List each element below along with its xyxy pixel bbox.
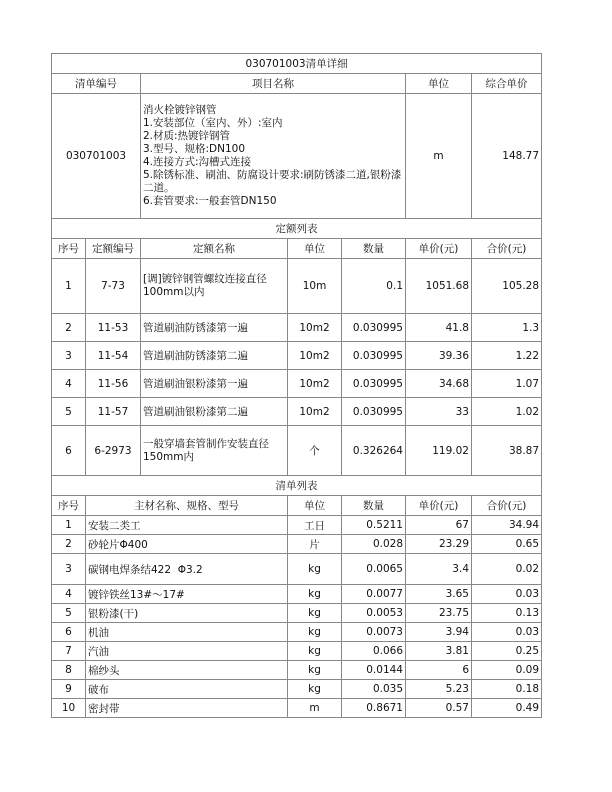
material-cell-index: 5 [52,604,86,623]
material-cell-qty: 0.5211 [342,516,406,535]
material-cell-index: 4 [52,585,86,604]
material-cell-price: 3.94 [406,623,472,642]
quota-cell-index: 3 [52,342,86,370]
quota-cell-index: 5 [52,398,86,426]
material-cell-total: 0.49 [472,699,542,718]
material-cell-index: 3 [52,554,86,585]
quota-cell-name: 管道刷油防锈漆第二遍 [141,342,288,370]
material-cell-index: 1 [52,516,86,535]
quota-cell-total: 1.07 [472,370,542,398]
item-description-line: 5.除锈标准、刷油、防腐设计要求:刷防锈漆二道,银粉漆二道。 [143,169,402,194]
material-row [52,604,542,623]
material-header-row [52,496,542,516]
material-cell-name: 镀锌铁丝13#～17# [86,585,288,604]
quota-cell-total: 1.3 [472,314,542,342]
item-unit: m [406,94,472,219]
quota-cell-name: 管道刷油银粉漆第一遍 [141,370,288,398]
item-code: 030701003 [52,94,141,219]
material-section-title-row [52,476,542,496]
material-row [52,554,542,585]
material-cell-name: 机油 [86,623,288,642]
item-description-line: 2.材质:热镀锌钢管 [143,130,231,142]
material-section-title: 清单列表 [52,476,542,496]
item-description-line: 消火栓镀锌钢管 [143,104,217,116]
material-cell-price: 5.23 [406,680,472,699]
item-price: 148.77 [472,94,542,219]
quota-cell-unit: 10m2 [288,314,342,342]
material-cell-unit: 工日 [288,516,342,535]
material-cell-index: 10 [52,699,86,718]
material-cell-price: 6 [406,661,472,680]
quota-cell-unit: 10m2 [288,370,342,398]
material-cell-total: 0.03 [472,585,542,604]
material-cell-qty: 0.0073 [342,623,406,642]
material-cell-unit: kg [288,604,342,623]
material-cell-index: 8 [52,661,86,680]
quota-col-header: 合价(元) [472,239,542,259]
material-cell-qty: 0.0065 [342,554,406,585]
material-row [52,516,542,535]
header-code: 清单编号 [52,74,141,94]
item-description-line: 6.套管要求:一般套管DN150 [143,195,277,207]
material-cell-price: 0.57 [406,699,472,718]
quota-cell-index: 2 [52,314,86,342]
material-cell-name: 砂轮片Φ400 [86,535,288,554]
quota-cell-price: 1051.68 [406,259,472,314]
material-cell-price: 3.81 [406,642,472,661]
material-cell-total: 0.25 [472,642,542,661]
material-cell-price: 23.29 [406,535,472,554]
material-row [52,535,542,554]
item-description [141,94,406,219]
quota-cell-code: 6-2973 [86,426,141,476]
material-cell-name: 安装二类工 [86,516,288,535]
material-cell-price: 3.4 [406,554,472,585]
quota-col-header: 定额编号 [86,239,141,259]
material-cell-qty: 0.8671 [342,699,406,718]
material-cell-name: 碳钢电焊条结422 Φ3.2 [86,554,288,585]
item-description-line: 1.安装部位（室内、外）:室内 [143,117,283,129]
quota-cell-price: 34.68 [406,370,472,398]
material-cell-name: 棉纱头 [86,661,288,680]
title-row [52,54,542,74]
quota-cell-qty: 0.030995 [342,370,406,398]
quota-cell-qty: 0.030995 [342,398,406,426]
quota-cell-code: 11-53 [86,314,141,342]
material-cell-name: 银粉漆(干) [86,604,288,623]
material-cell-unit: m [288,699,342,718]
material-cell-name: 密封带 [86,699,288,718]
material-row [52,661,542,680]
item-row [52,94,542,219]
quota-cell-name: 管道刷油银粉漆第二遍 [141,398,288,426]
quota-cell-name: 管道刷油防锈漆第一遍 [141,314,288,342]
material-cell-total: 0.03 [472,623,542,642]
material-cell-unit: kg [288,554,342,585]
item-header-row [52,74,542,94]
quota-cell-total: 1.22 [472,342,542,370]
quota-cell-price: 33 [406,398,472,426]
table-title: 030701003清单详细 [52,54,542,74]
material-col-header: 数量 [342,496,406,516]
quota-row [52,398,542,426]
material-cell-price: 23.75 [406,604,472,623]
quota-header-row [52,239,542,259]
material-cell-index: 6 [52,623,86,642]
material-cell-name: 汽油 [86,642,288,661]
quota-cell-qty: 0.030995 [342,314,406,342]
material-cell-qty: 0.0144 [342,661,406,680]
quota-cell-unit: 个 [288,426,342,476]
quota-cell-name: 一般穿墙套管制作安装直径150mm内 [141,426,288,476]
quota-cell-code: 11-57 [86,398,141,426]
material-cell-unit: kg [288,585,342,604]
material-col-header: 单价(元) [406,496,472,516]
material-cell-unit: kg [288,623,342,642]
quota-col-header: 定额名称 [141,239,288,259]
material-row [52,642,542,661]
quota-cell-unit: 10m2 [288,342,342,370]
quota-row [52,259,542,314]
quota-cell-price: 39.36 [406,342,472,370]
material-row [52,623,542,642]
item-description-line: 4.连接方式:沟槽式连接 [143,156,252,168]
header-price: 综合单价 [472,74,542,94]
material-cell-index: 2 [52,535,86,554]
quota-section-title-row [52,219,542,239]
quota-cell-name: [调]镀锌钢管螺纹连接直径100mm以内 [141,259,288,314]
material-row [52,699,542,718]
quota-col-header: 单位 [288,239,342,259]
material-cell-total: 34.94 [472,516,542,535]
material-col-header: 序号 [52,496,86,516]
material-col-header: 合价(元) [472,496,542,516]
quota-cell-total: 38.87 [472,426,542,476]
header-unit: 单位 [406,74,472,94]
quota-row [52,370,542,398]
material-row [52,680,542,699]
material-cell-unit: kg [288,642,342,661]
material-cell-total: 0.18 [472,680,542,699]
quota-cell-total: 1.02 [472,398,542,426]
quota-col-header: 数量 [342,239,406,259]
quota-cell-index: 4 [52,370,86,398]
material-cell-qty: 0.0077 [342,585,406,604]
quota-row [52,314,542,342]
material-cell-price: 3.65 [406,585,472,604]
quota-cell-unit: 10m [288,259,342,314]
quota-cell-qty: 0.1 [342,259,406,314]
quota-cell-code: 11-54 [86,342,141,370]
quota-cell-code: 11-56 [86,370,141,398]
material-cell-unit: kg [288,680,342,699]
material-cell-qty: 0.0053 [342,604,406,623]
material-cell-qty: 0.028 [342,535,406,554]
material-row [52,585,542,604]
material-cell-index: 7 [52,642,86,661]
quota-cell-index: 6 [52,426,86,476]
material-cell-unit: kg [288,661,342,680]
material-cell-qty: 0.035 [342,680,406,699]
quota-cell-price: 41.8 [406,314,472,342]
quota-cell-index: 1 [52,259,86,314]
header-name: 项目名称 [141,74,406,94]
material-cell-name: 破布 [86,680,288,699]
quota-cell-code: 7-73 [86,259,141,314]
quota-cell-unit: 10m2 [288,398,342,426]
material-cell-unit: 片 [288,535,342,554]
item-description-line: 3.型号、规格:DN100 [143,143,246,155]
quota-section-title: 定额列表 [52,219,542,239]
material-cell-total: 0.02 [472,554,542,585]
material-cell-total: 0.13 [472,604,542,623]
bill-detail-table [51,53,542,718]
material-cell-index: 9 [52,680,86,699]
quota-row [52,426,542,476]
material-cell-total: 0.65 [472,535,542,554]
material-col-header: 主材名称、规格、型号 [86,496,288,516]
material-cell-total: 0.09 [472,661,542,680]
material-cell-qty: 0.066 [342,642,406,661]
quota-col-header: 序号 [52,239,86,259]
quota-col-header: 单价(元) [406,239,472,259]
quota-cell-total: 105.28 [472,259,542,314]
quota-row [52,342,542,370]
quota-cell-price: 119.02 [406,426,472,476]
quota-cell-qty: 0.326264 [342,426,406,476]
quota-cell-qty: 0.030995 [342,342,406,370]
material-cell-price: 67 [406,516,472,535]
material-col-header: 单位 [288,496,342,516]
